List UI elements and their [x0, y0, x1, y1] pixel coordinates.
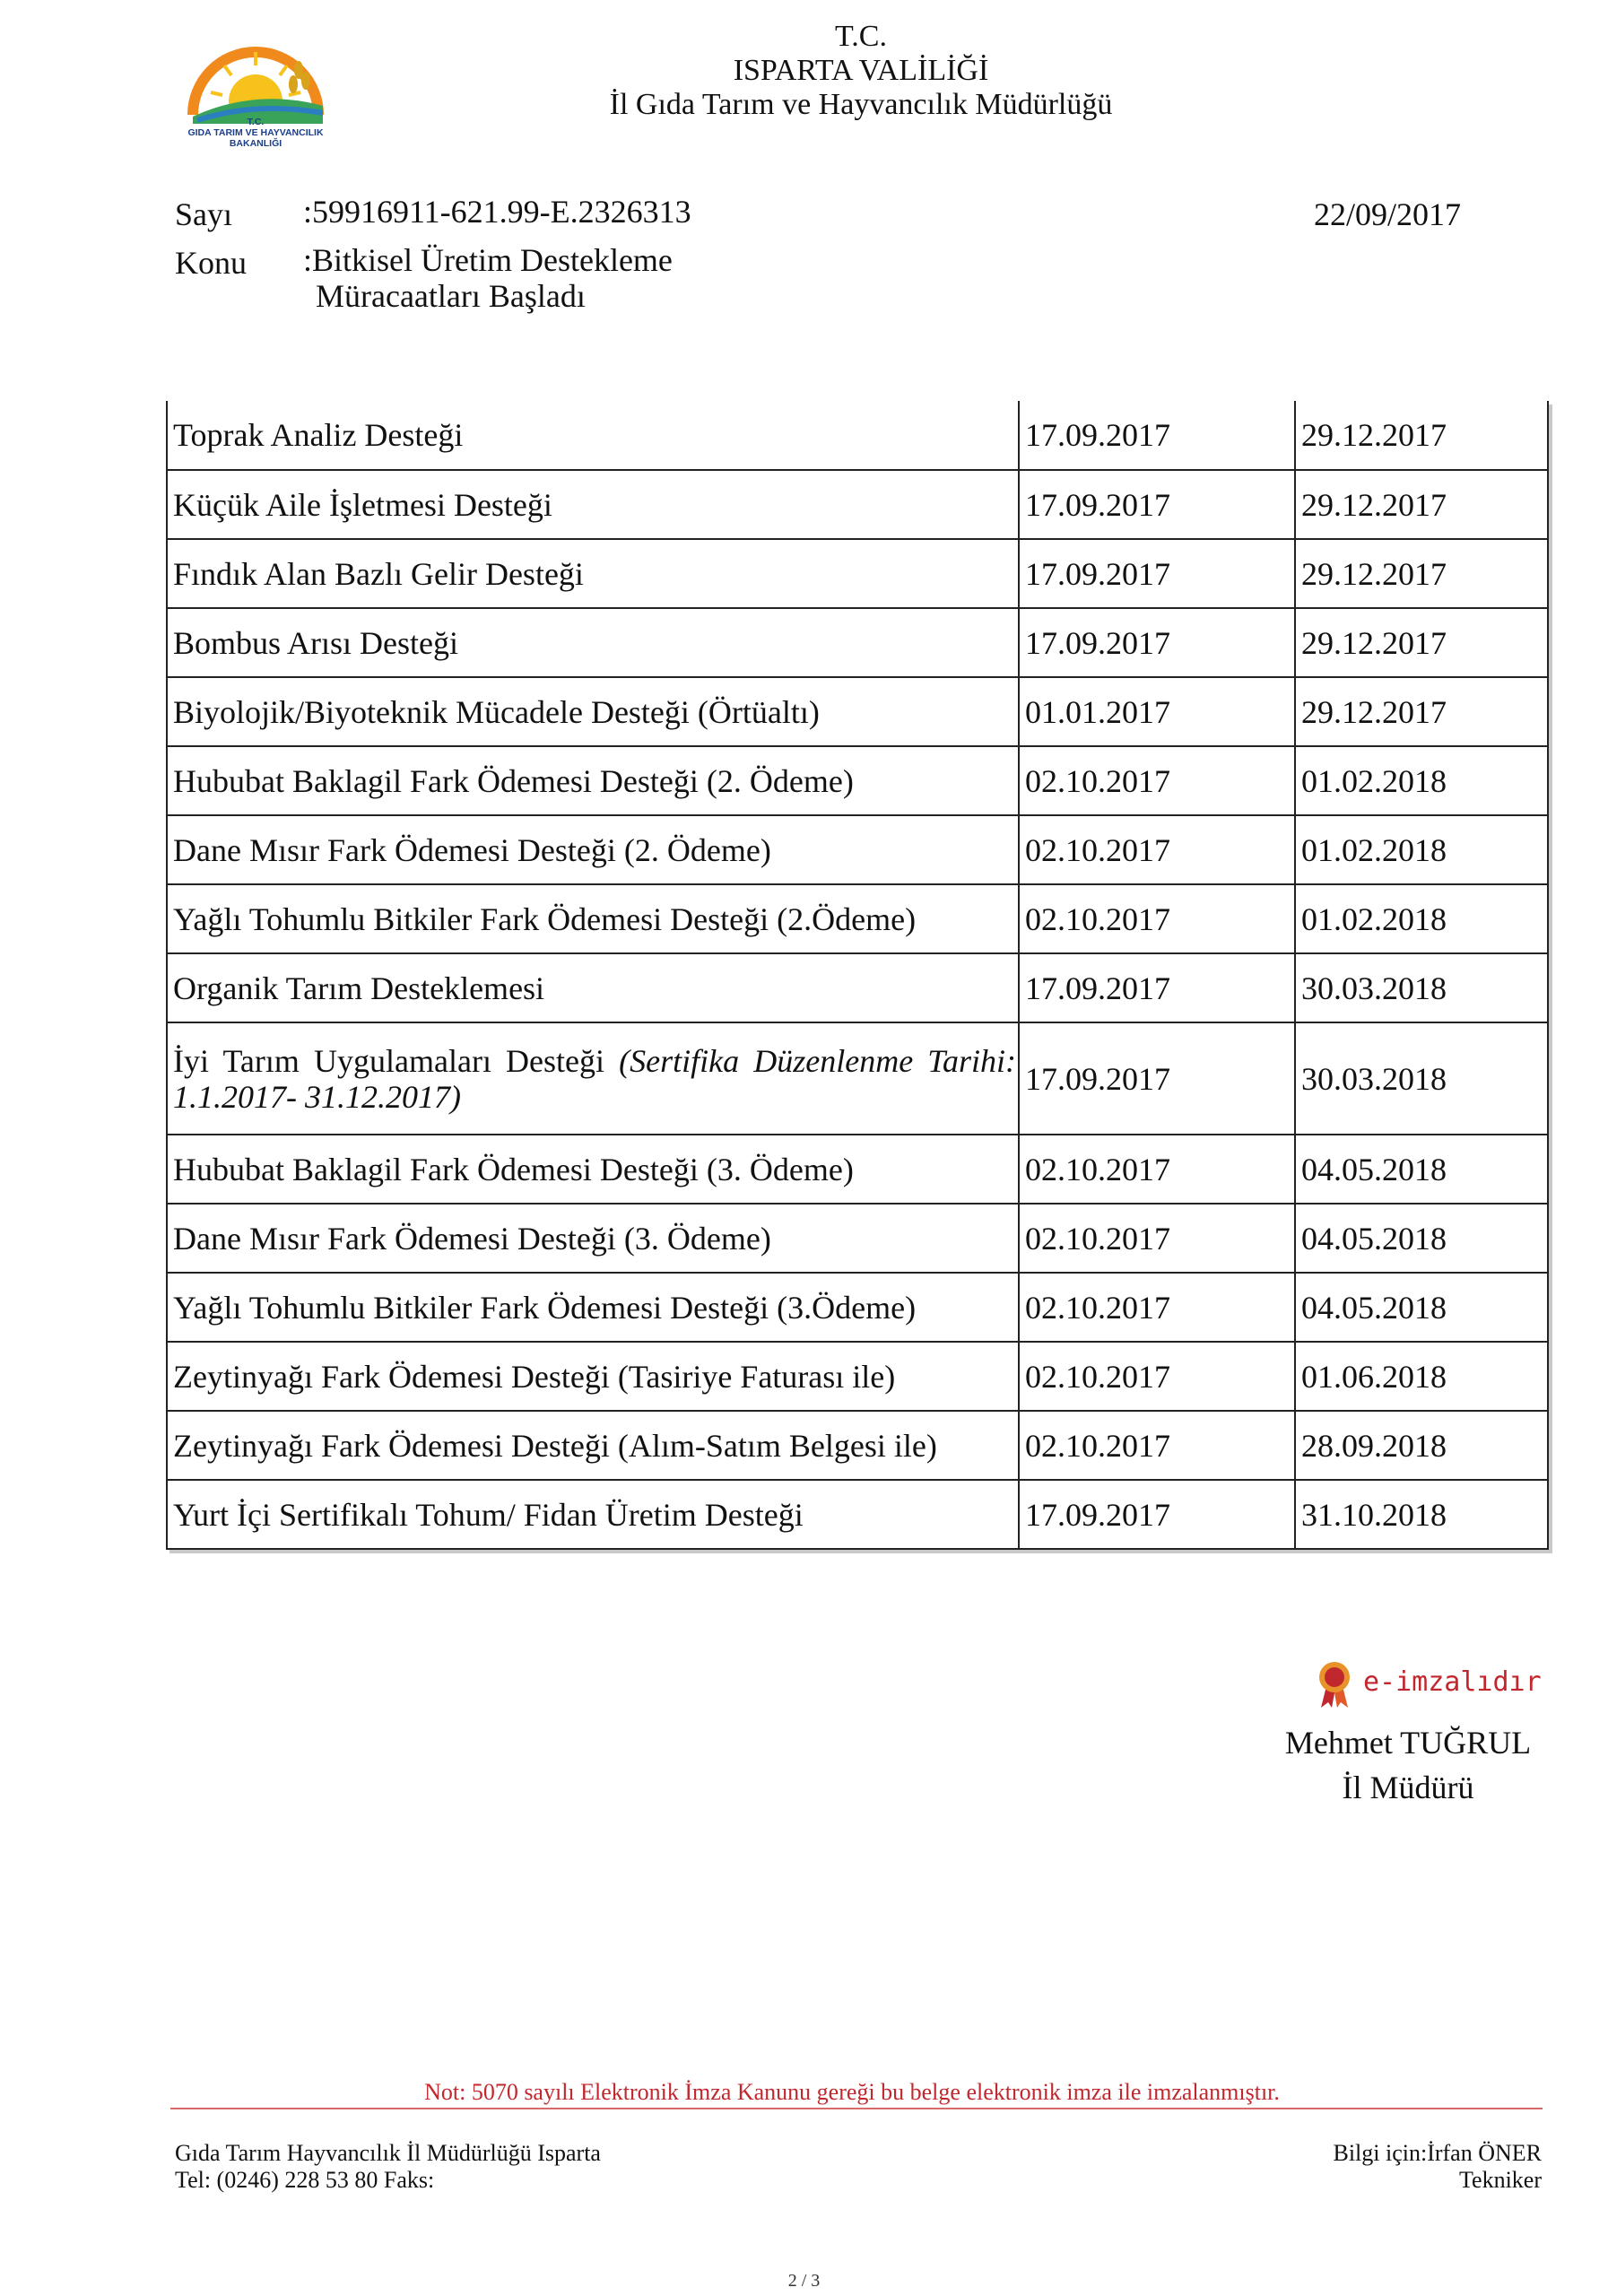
- logo-bakanlik: BAKANLIĞI: [229, 138, 282, 149]
- end-date-cell: 04.05.2018: [1295, 1135, 1548, 1204]
- end-date-cell: 29.12.2017: [1295, 539, 1548, 608]
- konu-value: :Bitkisel Üretim Destekleme: [303, 242, 673, 278]
- footer-contact: Bilgi için:İrfan ÖNER: [1333, 2140, 1542, 2166]
- table-row: [167, 470, 1548, 539]
- start-date-cell: 17.09.2017: [1019, 608, 1295, 677]
- header-valilik: ISPARTA VALİLİĞİ: [733, 54, 989, 87]
- support-schedule-table: [166, 401, 1549, 1550]
- table-row: [167, 1022, 1548, 1135]
- footer-address: Gıda Tarım Hayvancılık İl Müdürlüğü Isparta: [175, 2140, 601, 2166]
- start-date-cell: 02.10.2017: [1019, 1204, 1295, 1273]
- start-date-cell: 17.09.2017: [1019, 401, 1295, 470]
- table-row: [167, 1411, 1548, 1480]
- table-row: [167, 677, 1548, 746]
- end-date-cell: 01.06.2018: [1295, 1342, 1548, 1411]
- support-name-cell: Zeytinyağı Fark Ödemesi Desteği (Tasiriye Faturası ile): [167, 1342, 1019, 1411]
- table-row: [167, 1480, 1548, 1549]
- support-name-cell: Yağlı Tohumlu Bitkiler Fark Ödemesi Desteği (2.Ödeme): [167, 884, 1019, 953]
- start-date-cell: 02.10.2017: [1019, 884, 1295, 953]
- start-date-cell: 01.01.2017: [1019, 677, 1295, 746]
- start-date-cell: 02.10.2017: [1019, 1135, 1295, 1204]
- support-name-cell: Zeytinyağı Fark Ödemesi Desteği (Alım-Satım Belgesi ile): [167, 1411, 1019, 1480]
- support-name-note: (Sertifika Düzenlenme Tarihi: 1.1.2017- 31.12.2017): [173, 1042, 1017, 1115]
- end-date-cell: 30.03.2018: [1295, 953, 1548, 1022]
- e-signature-note: Not: 5070 sayılı Elektronik İmza Kanunu gereği bu belge elektronik imza ile imzalanmıştır.: [424, 2079, 1280, 2105]
- table-row: [167, 953, 1548, 1022]
- end-date-cell: 29.12.2017: [1295, 470, 1548, 539]
- footer-phone: Tel: (0246) 228 53 80 Faks:: [175, 2167, 435, 2193]
- support-name-cell: Organik Tarım Desteklemesi: [167, 953, 1019, 1022]
- end-date-cell: 28.09.2018: [1295, 1411, 1548, 1480]
- signer-name: Mehmet TUĞRUL: [1284, 1725, 1532, 1761]
- support-name-cell: Hububat Baklagil Fark Ödemesi Desteği (2. Ödeme): [167, 746, 1019, 815]
- sayi-value: :59916911-621.99-E.2326313: [303, 194, 691, 230]
- end-date-cell: 31.10.2018: [1295, 1480, 1548, 1549]
- end-date-cell: 01.02.2018: [1295, 746, 1548, 815]
- start-date-cell: 17.09.2017: [1019, 539, 1295, 608]
- page-number: 2 / 3: [787, 2271, 821, 2291]
- sayi-label: Sayı: [175, 196, 233, 232]
- table-row: [167, 884, 1548, 953]
- logo-ministry: GIDA TARIM VE HAYVANCILIK: [187, 127, 324, 138]
- start-date-cell: 17.09.2017: [1019, 953, 1295, 1022]
- table-row: [167, 746, 1548, 815]
- table-row: [167, 1204, 1548, 1273]
- support-name-cell: Hububat Baklagil Fark Ödemesi Desteği (3. Ödeme): [167, 1135, 1019, 1204]
- support-name-cell: Bombus Arısı Desteği: [167, 608, 1019, 677]
- start-date-cell: 02.10.2017: [1019, 1273, 1295, 1342]
- document-date: 22/09/2017: [1314, 196, 1462, 232]
- start-date-cell: 17.09.2017: [1019, 1022, 1295, 1135]
- end-date-cell: 29.12.2017: [1295, 608, 1548, 677]
- end-date-cell: 04.05.2018: [1295, 1204, 1548, 1273]
- end-date-cell: 01.02.2018: [1295, 884, 1548, 953]
- konu-value-line2: Müracaatları Başladı: [316, 278, 586, 314]
- table-row: [167, 608, 1548, 677]
- support-name: İyi Tarım Uygulamaları Desteği: [173, 1042, 605, 1079]
- support-name-cell: Toprak Analiz Desteği: [167, 401, 1019, 470]
- logo-caption: [170, 117, 341, 149]
- start-date-cell: 17.09.2017: [1019, 470, 1295, 539]
- support-name-cell: Dane Mısır Fark Ödemesi Desteği (2. Ödeme): [167, 815, 1019, 884]
- end-date-cell: 29.12.2017: [1295, 677, 1548, 746]
- support-name-cell: [167, 1022, 1019, 1135]
- footer-divider: [170, 2108, 1543, 2109]
- start-date-cell: 02.10.2017: [1019, 1342, 1295, 1411]
- table-row: [167, 1273, 1548, 1342]
- start-date-cell: 17.09.2017: [1019, 1480, 1295, 1549]
- support-name-cell: Dane Mısır Fark Ödemesi Desteği (3. Ödeme): [167, 1204, 1019, 1273]
- end-date-cell: 04.05.2018: [1295, 1273, 1548, 1342]
- support-name-cell: Fındık Alan Bazlı Gelir Desteği: [167, 539, 1019, 608]
- table-row: [167, 815, 1548, 884]
- logo-tc: T.C.: [247, 117, 265, 127]
- start-date-cell: 02.10.2017: [1019, 746, 1295, 815]
- support-name-cell: Yağlı Tohumlu Bitkiler Fark Ödemesi Desteği (3.Ödeme): [167, 1273, 1019, 1342]
- table-row: [167, 1135, 1548, 1204]
- footer-contact-title: Tekniker: [1458, 2167, 1542, 2193]
- support-name-cell: Küçük Aile İşletmesi Desteği: [167, 470, 1019, 539]
- table-row: [167, 539, 1548, 608]
- signer-title: İl Müdürü: [1342, 1770, 1474, 1805]
- header-mudurluk: İl Gıda Tarım ve Hayvancılık Müdürlüğü: [609, 88, 1113, 121]
- support-name-cell: Biyolojik/Biyoteknik Mücadele Desteği (Örtüaltı): [167, 677, 1019, 746]
- start-date-cell: 02.10.2017: [1019, 1411, 1295, 1480]
- end-date-cell: 30.03.2018: [1295, 1022, 1548, 1135]
- start-date-cell: 02.10.2017: [1019, 815, 1295, 884]
- header-tc: T.C.: [835, 20, 887, 53]
- end-date-cell: 29.12.2017: [1295, 401, 1548, 470]
- table-row: [167, 401, 1548, 470]
- end-date-cell: 01.02.2018: [1295, 815, 1548, 884]
- table-row: [167, 1342, 1548, 1411]
- e-signature-label: e-imzalıdır: [1363, 1666, 1542, 1698]
- e-signature-icon: [1314, 1659, 1355, 1714]
- support-name-cell: Yurt İçi Sertifikalı Tohum/ Fidan Üretim Desteği: [167, 1480, 1019, 1549]
- konu-label: Konu: [175, 245, 247, 281]
